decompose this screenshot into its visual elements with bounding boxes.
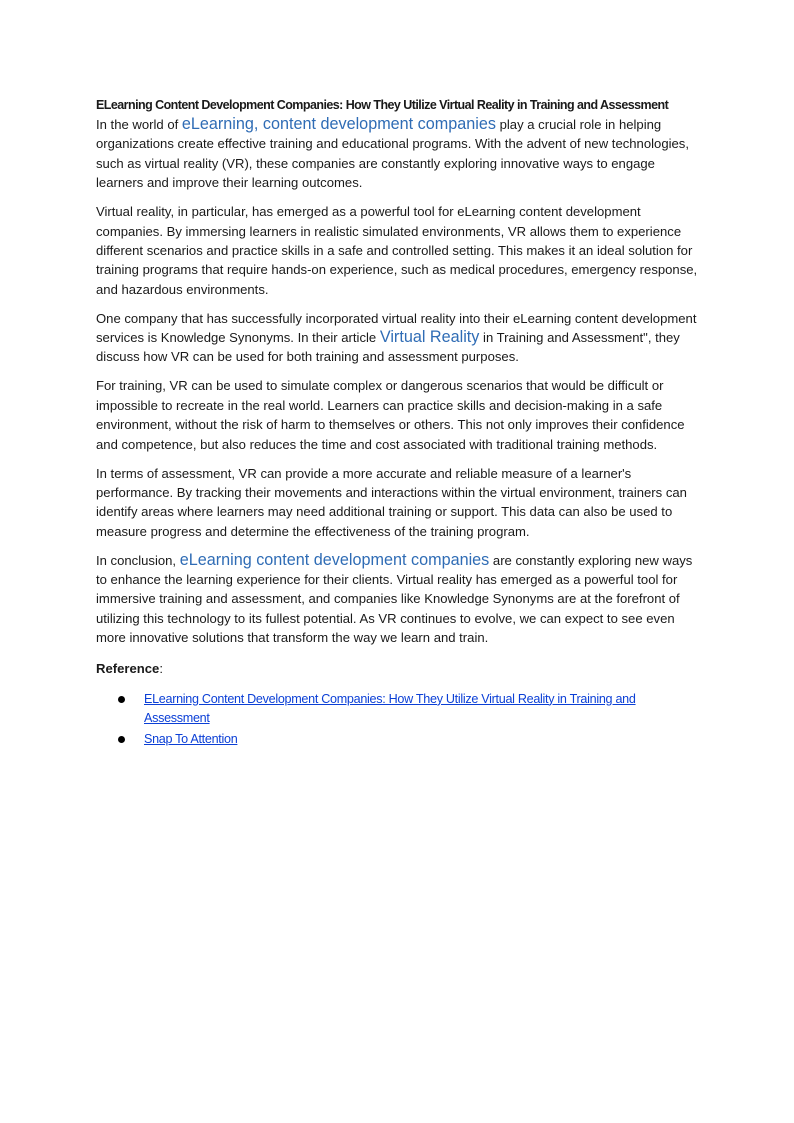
paragraph-intro <box>96 115 704 193</box>
bullet-icon <box>118 696 125 703</box>
paragraph-conclusion-text-start: In conclusion, <box>96 552 180 568</box>
elearning-companies-conclusion-link[interactable]: eLearning content development companies <box>179 550 490 569</box>
document-page <box>96 96 704 750</box>
paragraph-knowledge-synonyms-text-end: in Training and Assessment", they discuss how VR can be used for both training and assessment purposes. <box>96 330 680 365</box>
paragraph-training: For training, VR can be used to simulate complex or dangerous scenarios that would be difficult or impossible to recreate in the real world. Learners can practice skills and decision-making in a safe environment, without the risk of harm to themselves or others. This not only improves their confidence and competence, but also reduces the time and cost associated with traditional training methods. <box>96 378 685 452</box>
reference-heading-label: Reference <box>96 660 160 676</box>
reference-link-elearning-article[interactable]: ELearning Content Development Companies: How They Utilize Virtual Reality in Training and Assessment <box>144 691 636 726</box>
reference-link-snap-to-attention[interactable]: Snap To Attention <box>144 731 238 746</box>
reference-heading-colon: : <box>159 660 163 676</box>
document-title: ELearning Content Development Companies: How They Utilize Virtual Reality in Training and Assessment <box>96 98 669 112</box>
elearning-companies-link[interactable]: eLearning, content development companies <box>181 115 496 133</box>
reference-item <box>96 730 689 750</box>
paragraph-conclusion-text-end: are constantly exploring new ways to enhance the learning experience for their clients. Virtual reality has emerged as a powerful tool for immersive training and assessment, and companies like Knowledge Synonyms are at the forefront of utilizing this technology to its fullest potential. As VR continues to evolve, we can expect to see even more innovative solutions that transform the way we learn and train. <box>96 552 693 646</box>
paragraph-intro-text-start: In the world of <box>96 117 182 132</box>
reference-item <box>96 690 689 729</box>
paragraph-intro-text-end: play a crucial role in helping organizations create effective training and educational programs. With the advent of new technologies, such as virtual reality (VR), these companies are constantly exploring innovative ways to engage learners and improve their learning outcomes. <box>96 117 689 191</box>
paragraph-conclusion <box>96 551 704 648</box>
paragraph-virtual-reality: Virtual reality, in particular, has emerged as a powerful tool for eLearning content development companies. By immersing learners in realistic simulated environments, VR allows them to experience different scenarios and practice skills in a safe and controlled setting. This makes it an ideal solution for training programs that require hands-on experience, such as medical procedures, emergency response, and hazardous environments. <box>96 204 698 297</box>
paragraph-assessment: In terms of assessment, VR can provide a more accurate and reliable measure of a learner's performance. By tracking their movements and interactions within the virtual environment, trainers can identify areas where learners may need additional training or support. This data can also be used to measure progress and determine the effectiveness of the training program. <box>96 465 687 539</box>
paragraph-knowledge-synonyms-text-start: One company that has successfully incorporated virtual reality into their eLearning content development services is Knowledge Synonyms. In their article <box>96 310 697 346</box>
virtual-reality-link[interactable]: Virtual Reality <box>379 328 480 347</box>
reference-heading <box>96 659 704 678</box>
bullet-icon <box>118 736 125 743</box>
reference-list <box>96 690 704 750</box>
paragraph-knowledge-synonyms <box>96 309 704 367</box>
